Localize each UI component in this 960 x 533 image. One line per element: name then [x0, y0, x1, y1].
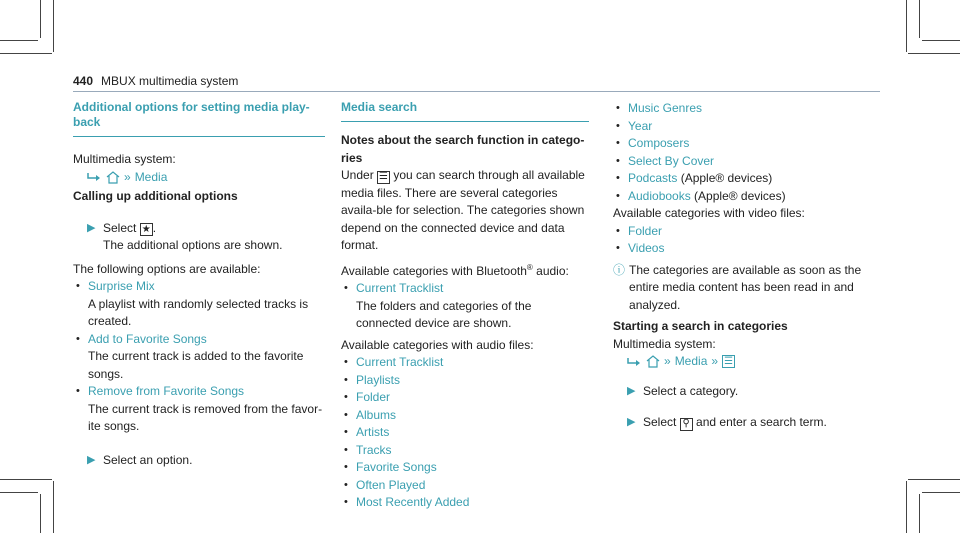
step-arrow-icon: ▶	[87, 453, 96, 466]
subheading: Notes about the search function in catego-ries	[341, 133, 585, 165]
crop-mark	[919, 494, 920, 533]
crop-mark	[0, 479, 52, 480]
bullet-icon: •	[616, 242, 620, 254]
step-arrow-icon: ▶	[87, 221, 96, 234]
page-header	[73, 74, 238, 88]
category-link[interactable]: Most Recently Added	[356, 495, 470, 509]
category-link[interactable]: Year	[628, 118, 653, 133]
crop-mark	[53, 0, 54, 52]
crop-mark	[919, 0, 920, 38]
step-arrow-icon: ▶	[627, 384, 636, 397]
step-text: and enter a search term.	[696, 415, 827, 429]
bullet-icon: •	[616, 137, 620, 149]
bullet-icon: •	[616, 224, 620, 237]
section-rule	[341, 121, 589, 122]
category-link[interactable]: Artists	[356, 425, 390, 439]
step	[73, 452, 325, 470]
section-rule	[73, 136, 325, 137]
column-1	[73, 100, 325, 475]
list-item	[341, 407, 589, 425]
double-chevron-icon: »	[664, 354, 671, 368]
list-item	[613, 240, 863, 258]
path-item-media[interactable]: Media	[674, 354, 708, 368]
subheading: Calling up additional options	[73, 189, 238, 203]
category-link[interactable]: Select By Cover	[628, 153, 715, 168]
bullet-icon: •	[76, 280, 80, 292]
bullet-icon: •	[344, 478, 348, 491]
star-icon[interactable]: ★	[140, 223, 153, 236]
registered-mark: ®	[526, 262, 533, 272]
list-item	[341, 459, 589, 477]
media-list-icon[interactable]: ☰	[722, 355, 735, 368]
crop-mark	[0, 492, 38, 493]
section-heading: Media search	[341, 100, 418, 114]
section-heading: Additional options for setting media play-back	[73, 100, 310, 129]
bullet-icon: •	[344, 496, 348, 508]
bt-suffix: audio:	[532, 263, 569, 278]
bullet-icon: •	[344, 408, 348, 421]
list-item	[341, 442, 589, 460]
category-link[interactable]: Often Played	[356, 477, 426, 492]
list-item	[341, 354, 589, 372]
column-3	[613, 100, 863, 438]
crop-mark	[922, 492, 960, 493]
page-number: 440	[73, 74, 94, 88]
category-link[interactable]: Favorite Songs	[356, 460, 437, 474]
media-list-icon[interactable]: ☰	[377, 171, 390, 184]
list-item	[613, 118, 863, 136]
paragraph	[341, 259, 589, 281]
option-link[interactable]: Add to Favorite Songs	[88, 331, 207, 346]
category-link[interactable]: Folder	[356, 390, 391, 404]
bullet-icon: •	[344, 391, 348, 403]
list-item	[73, 331, 325, 349]
category-link[interactable]: Videos	[628, 241, 665, 255]
bullet-icon: •	[76, 332, 80, 345]
step-text: Select	[103, 220, 137, 235]
column-2	[341, 100, 589, 512]
list-item	[73, 383, 325, 401]
option-desc: The current track is added to the favorite songs.	[88, 349, 304, 381]
double-chevron-icon: »	[124, 169, 131, 184]
search-icon[interactable]: ⚲	[680, 418, 693, 431]
option-link[interactable]: Surprise Mix	[88, 279, 155, 293]
category-link[interactable]: Playlists	[356, 372, 401, 387]
info-icon: ⓘ	[613, 262, 626, 277]
crop-mark	[922, 40, 960, 41]
path-label: Multimedia system:	[613, 336, 716, 351]
under-prefix: Under	[341, 168, 374, 182]
category-link[interactable]: Podcasts	[628, 171, 678, 185]
step-arrow-icon: ▶	[627, 416, 636, 428]
path-arrow-icon	[86, 172, 102, 182]
option-desc: A playlist with randomly selected tracks is created.	[88, 296, 309, 328]
category-suffix: (Apple® devices)	[677, 171, 773, 185]
category-link[interactable]: Music Genres	[628, 101, 703, 115]
list-item	[613, 223, 863, 241]
step-result: The additional options are shown.	[103, 238, 283, 252]
option-link[interactable]: Remove from Favorite Songs	[88, 384, 245, 398]
path-item-media[interactable]: Media	[134, 169, 168, 184]
menu-path	[613, 353, 863, 371]
home-icon[interactable]	[106, 171, 120, 184]
crop-mark	[40, 494, 41, 533]
list-item	[613, 100, 863, 118]
under-text: you can search through all available media files. There are several categories availa-ble for selection. The categories shown depend on the connected device and data format.	[341, 168, 585, 252]
list-item	[341, 280, 589, 298]
list-item	[341, 477, 589, 495]
category-link[interactable]: Current Tracklist	[356, 281, 444, 295]
list-item	[341, 389, 589, 407]
bt-text: Available categories with Bluetooth	[341, 263, 527, 278]
bullet-icon: •	[616, 172, 620, 184]
bullet-icon: •	[344, 282, 348, 294]
bullet-icon: •	[344, 373, 348, 386]
page-header-title: MBUX multimedia system	[101, 74, 239, 88]
crop-mark	[0, 40, 38, 41]
list-item	[613, 170, 863, 188]
crop-mark	[906, 481, 907, 533]
list-item	[341, 372, 589, 390]
bullet-icon: •	[616, 154, 620, 167]
bullet-icon: •	[616, 119, 620, 132]
list-item	[613, 153, 863, 171]
bullet-icon: •	[616, 189, 620, 202]
crop-mark	[53, 481, 54, 533]
bullet-icon: •	[344, 443, 348, 456]
crop-mark	[908, 479, 960, 480]
category-link[interactable]: Audiobooks	[628, 188, 691, 203]
list-item	[341, 424, 589, 442]
step-text: Select a category.	[643, 383, 739, 398]
step	[613, 383, 863, 401]
category-desc: The folders and categories of the connected device are shown.	[356, 298, 532, 330]
note	[613, 262, 863, 315]
options-intro: The following options are available:	[73, 261, 261, 276]
bullet-icon: •	[344, 461, 348, 473]
crop-mark	[40, 0, 41, 38]
category-suffix: (Apple® devices)	[690, 188, 786, 203]
category-link[interactable]: Albums	[356, 407, 397, 422]
crop-mark	[0, 53, 52, 54]
option-desc: The current track is removed from the favor-ite songs.	[88, 401, 323, 433]
path-arrow-icon	[626, 357, 642, 367]
list-item	[73, 278, 325, 296]
paragraph: Available categories with video files:	[613, 206, 805, 220]
list-item	[613, 188, 863, 206]
step-text: Select	[643, 415, 677, 429]
audio-category-list	[341, 354, 589, 512]
bullet-icon: •	[344, 356, 348, 368]
double-chevron-icon: »	[711, 354, 719, 368]
home-icon[interactable]	[646, 355, 660, 368]
paragraph: Available categories with audio files:	[341, 337, 534, 352]
category-link[interactable]: Folder	[628, 223, 663, 238]
bullet-icon: •	[76, 385, 80, 397]
step	[73, 220, 325, 255]
crop-mark	[906, 0, 907, 52]
audio-category-list-cont	[613, 100, 863, 205]
category-link[interactable]: Composers	[628, 136, 690, 150]
step-suffix: .	[152, 220, 157, 235]
subheading: Starting a search in categories	[613, 319, 788, 333]
list-item	[613, 135, 863, 153]
step	[613, 414, 863, 432]
category-link[interactable]: Tracks	[356, 442, 392, 457]
path-label: Multimedia system:	[73, 152, 176, 166]
bullet-icon: •	[616, 102, 620, 114]
step-text: Select an option.	[103, 452, 193, 467]
list-item	[341, 494, 589, 512]
crop-mark	[908, 53, 960, 54]
menu-path	[73, 169, 325, 187]
paragraph	[341, 167, 589, 255]
category-link[interactable]: Current Tracklist	[356, 355, 444, 369]
bullet-icon: •	[344, 426, 348, 438]
note-text: The categories are available as soon as the entire media content has been read in and analyzed.	[629, 262, 862, 312]
header-rule	[73, 91, 880, 92]
